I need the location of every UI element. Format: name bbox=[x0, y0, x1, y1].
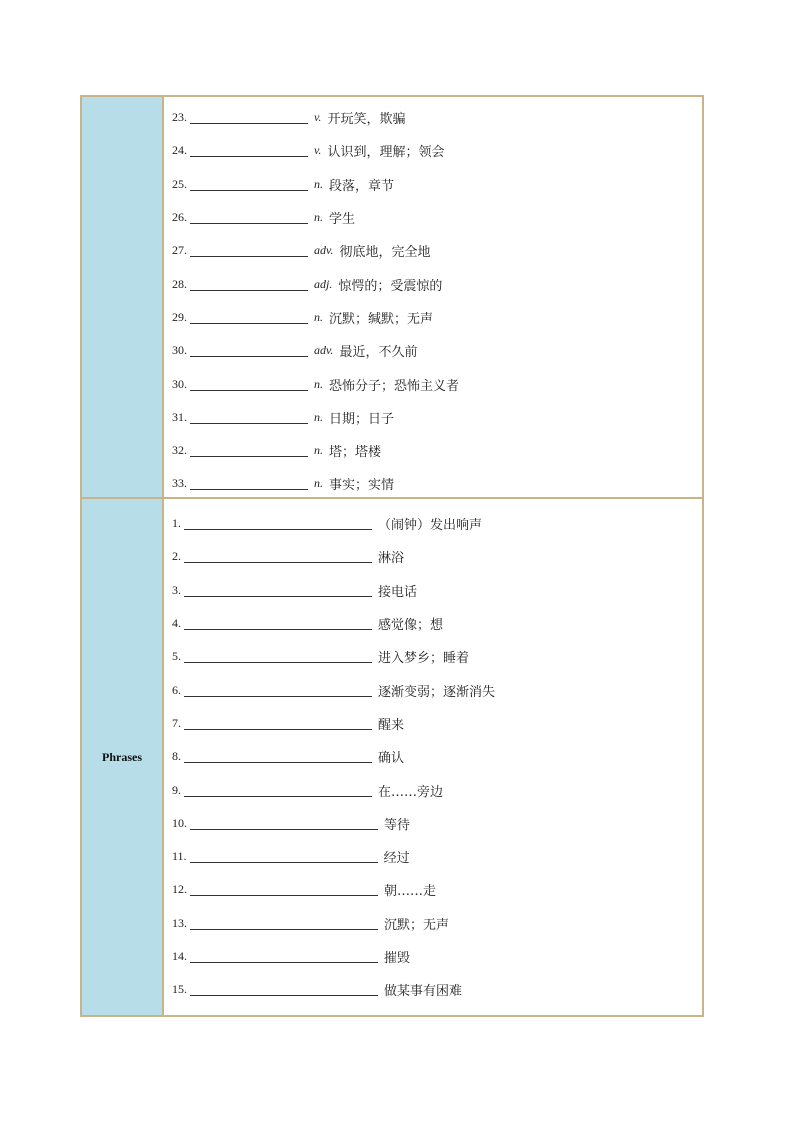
words-section-row bbox=[82, 97, 702, 499]
word-item bbox=[172, 267, 702, 300]
chinese-meaning: 日期；日子 bbox=[329, 411, 395, 427]
chinese-meaning: 认识到，理解；领会 bbox=[327, 145, 445, 161]
item-number: 27. bbox=[172, 243, 187, 258]
part-of-speech: n. bbox=[314, 309, 323, 324]
word-item bbox=[172, 168, 702, 201]
answer-blank[interactable] bbox=[184, 617, 372, 630]
phrase-item bbox=[172, 574, 702, 607]
part-of-speech: n. bbox=[314, 210, 323, 225]
item-number: 30. bbox=[172, 343, 187, 358]
answer-blank[interactable] bbox=[190, 917, 378, 930]
phrase-item bbox=[172, 640, 702, 673]
item-number: 29. bbox=[172, 309, 187, 324]
item-number: 33. bbox=[172, 476, 187, 491]
chinese-meaning: 塔；塔楼 bbox=[329, 445, 382, 461]
answer-blank[interactable] bbox=[190, 950, 378, 963]
answer-blank[interactable] bbox=[190, 378, 308, 391]
answer-blank[interactable] bbox=[190, 111, 308, 124]
part-of-speech: n. bbox=[314, 443, 323, 458]
chinese-meaning: 接电话 bbox=[378, 584, 418, 600]
part-of-speech: n. bbox=[314, 409, 323, 424]
part-of-speech: v. bbox=[314, 143, 322, 158]
item-number: 3. bbox=[172, 582, 181, 597]
item-number: 9. bbox=[172, 782, 181, 797]
chinese-meaning: 段落，章节 bbox=[329, 178, 395, 194]
part-of-speech: n. bbox=[314, 176, 323, 191]
chinese-meaning: 醒来 bbox=[378, 717, 405, 733]
answer-blank[interactable] bbox=[184, 784, 372, 797]
item-number: 24. bbox=[172, 143, 187, 158]
item-number: 10. bbox=[172, 815, 187, 830]
chinese-meaning: 确认 bbox=[378, 751, 405, 767]
answer-blank[interactable] bbox=[190, 444, 308, 457]
answer-blank[interactable] bbox=[190, 278, 308, 291]
chinese-meaning: 事实；实情 bbox=[329, 478, 395, 494]
vocabulary-worksheet-table bbox=[80, 95, 704, 1017]
answer-blank[interactable] bbox=[190, 411, 308, 424]
chinese-meaning: 彻底地，完全地 bbox=[339, 245, 431, 261]
chinese-meaning: 最近，不久前 bbox=[339, 345, 418, 361]
chinese-meaning: 感觉像；想 bbox=[378, 618, 444, 634]
phrase-item bbox=[172, 507, 702, 540]
answer-blank[interactable] bbox=[190, 211, 308, 224]
item-number: 4. bbox=[172, 616, 181, 631]
answer-blank[interactable] bbox=[190, 244, 308, 257]
word-item bbox=[172, 401, 702, 434]
words-section-label-cell bbox=[82, 97, 164, 497]
answer-blank[interactable] bbox=[190, 817, 378, 830]
item-number: 26. bbox=[172, 210, 187, 225]
phrase-item bbox=[172, 873, 702, 906]
part-of-speech: adj. bbox=[314, 276, 333, 291]
answer-blank[interactable] bbox=[184, 684, 372, 697]
word-item bbox=[172, 467, 702, 500]
chinese-meaning: 沉默；缄默；无声 bbox=[329, 311, 434, 327]
answer-blank[interactable] bbox=[190, 178, 308, 191]
chinese-meaning: 开玩笑，欺骗 bbox=[327, 112, 406, 128]
part-of-speech: adv. bbox=[314, 243, 334, 258]
answer-blank[interactable] bbox=[184, 650, 372, 663]
chinese-meaning: 惊愕的；受震惊的 bbox=[338, 278, 443, 294]
answer-blank[interactable] bbox=[190, 144, 308, 157]
word-item bbox=[172, 334, 702, 367]
word-item bbox=[172, 434, 702, 467]
phrase-item bbox=[172, 973, 702, 1006]
phrase-item bbox=[172, 740, 702, 773]
phrase-item bbox=[172, 907, 702, 940]
phrase-item bbox=[172, 707, 702, 740]
phrases-list bbox=[164, 499, 702, 1015]
part-of-speech: n. bbox=[314, 376, 323, 391]
word-item bbox=[172, 367, 702, 400]
phrase-item bbox=[172, 673, 702, 706]
item-number: 12. bbox=[172, 882, 187, 897]
answer-blank[interactable] bbox=[190, 983, 378, 996]
item-number: 28. bbox=[172, 276, 187, 291]
word-item bbox=[172, 301, 702, 334]
phrases-section-label-cell bbox=[82, 499, 164, 1015]
chinese-meaning: 学生 bbox=[329, 212, 356, 228]
chinese-meaning: 朝……走 bbox=[384, 884, 437, 900]
item-number: 32. bbox=[172, 443, 187, 458]
part-of-speech: n. bbox=[314, 476, 323, 491]
phrase-item bbox=[172, 540, 702, 573]
phrases-section-row bbox=[82, 499, 702, 1015]
item-number: 11. bbox=[172, 849, 187, 864]
answer-blank[interactable] bbox=[190, 311, 308, 324]
answer-blank[interactable] bbox=[184, 717, 372, 730]
answer-blank[interactable] bbox=[184, 750, 372, 763]
word-item bbox=[172, 101, 702, 134]
item-number: 6. bbox=[172, 682, 181, 697]
chinese-meaning: （闹钟）发出响声 bbox=[378, 518, 483, 534]
part-of-speech: v. bbox=[314, 110, 322, 125]
word-item bbox=[172, 234, 702, 267]
chinese-meaning: 做某事有困难 bbox=[384, 984, 463, 1000]
chinese-meaning: 摧毁 bbox=[384, 951, 411, 966]
phrase-item bbox=[172, 940, 702, 973]
answer-blank[interactable] bbox=[184, 517, 372, 530]
chinese-meaning: 逐渐变弱；逐渐消失 bbox=[378, 684, 496, 700]
phrases-section-label: Phrases bbox=[102, 749, 142, 764]
item-number: 5. bbox=[172, 649, 181, 664]
item-number: 8. bbox=[172, 749, 181, 764]
answer-blank[interactable] bbox=[184, 550, 372, 563]
word-item bbox=[172, 134, 702, 167]
answer-blank[interactable] bbox=[190, 850, 378, 863]
phrase-item bbox=[172, 607, 702, 640]
item-number: 30. bbox=[172, 376, 187, 391]
answer-blank[interactable] bbox=[190, 883, 378, 896]
chinese-meaning: 进入梦乡；睡着 bbox=[378, 651, 470, 667]
part-of-speech: adv. bbox=[314, 343, 334, 358]
chinese-meaning: 在……旁边 bbox=[378, 784, 444, 800]
item-number: 14. bbox=[172, 949, 187, 963]
chinese-meaning: 经过 bbox=[383, 851, 410, 867]
item-number: 31. bbox=[172, 409, 187, 424]
phrase-item bbox=[172, 840, 702, 873]
answer-blank[interactable] bbox=[190, 344, 308, 357]
chinese-meaning: 等待 bbox=[384, 817, 411, 833]
answer-blank[interactable] bbox=[184, 584, 372, 597]
item-number: 2. bbox=[172, 549, 181, 564]
item-number: 15. bbox=[172, 982, 187, 997]
chinese-meaning: 恐怖分子；恐怖主义者 bbox=[329, 378, 460, 394]
phrase-item bbox=[172, 807, 702, 840]
item-number: 1. bbox=[172, 516, 181, 531]
answer-blank[interactable] bbox=[190, 477, 308, 490]
item-number: 23. bbox=[172, 110, 187, 125]
chinese-meaning: 淋浴 bbox=[378, 551, 405, 567]
item-number: 25. bbox=[172, 176, 187, 191]
words-list bbox=[164, 97, 702, 497]
item-number: 7. bbox=[172, 715, 181, 730]
phrase-item bbox=[172, 773, 702, 806]
item-number: 13. bbox=[172, 915, 187, 930]
word-item bbox=[172, 201, 702, 234]
chinese-meaning: 沉默；无声 bbox=[384, 917, 450, 933]
